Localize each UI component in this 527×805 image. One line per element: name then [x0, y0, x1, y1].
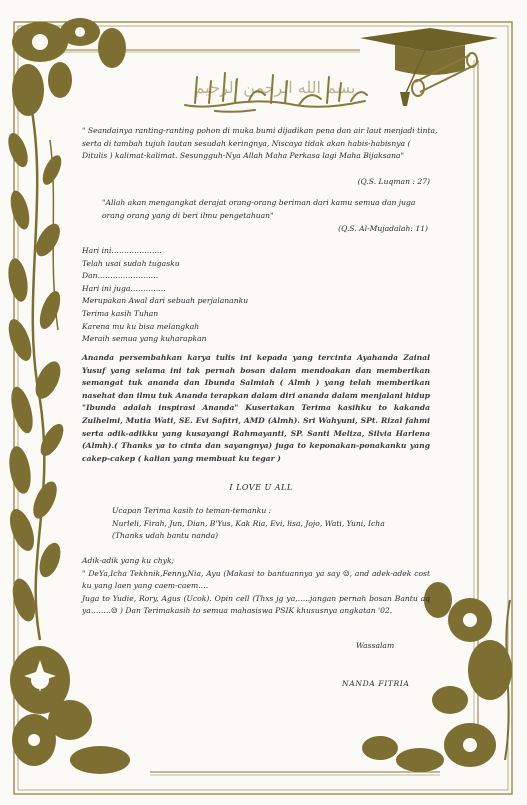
author-signature: NANDA FITRIA	[342, 679, 410, 688]
poem-line: Hari ini juga…………..	[82, 283, 166, 293]
poem-line: Telah usai sudah tugasku	[82, 258, 180, 268]
bismillah-calligraphy	[175, 65, 375, 115]
poem-block	[82, 245, 382, 346]
thanks-block	[112, 505, 430, 543]
thanks-heading: Ucapan Terima kasih to teman-temanku :	[112, 506, 272, 515]
quran-quote-mujadalah: "Allah akan mengangkat derajat orang-orang beriman dari kamu semua dan juga orang orang yang di beri ilmu pengetahuan"	[102, 198, 416, 220]
adik-text: " DeYa,Icha Tekhnik,Fenny,Nia, Ayu (Makasi to bantuannya ya say ☺, and adek-adek cost ku yang laen yang caem-caem….	[82, 568, 430, 591]
love-line: I LOVE U ALL	[229, 483, 293, 492]
svg-text:بسم الله الرحمن الرحيم: بسم الله الرحمن الرحيم	[194, 78, 356, 97]
quote-source-mujadalah: (Q.S. Al-Mujadalah: 11)	[338, 224, 428, 233]
thanks-note: (Thanks udah bantu nanda)	[112, 531, 219, 541]
poem-line: Merupakan Awal dari sebuah perjalananku	[82, 296, 249, 306]
bottom-left-flower-ornament	[10, 646, 130, 774]
quote-source-luqman: (Q.S. Luqman : 27)	[357, 177, 430, 186]
poem-line: Karena mu ku bisa melangkah	[82, 321, 200, 331]
graduation-cap-icon	[360, 28, 498, 106]
poem-line: Terima kasih Tuhan	[82, 308, 159, 318]
poem-line: Dan……………………	[82, 271, 159, 281]
poem-line: Hari ini………………..	[82, 246, 162, 255]
juga-text: Juga to Yudie, Rory, Agus (Ucok). Opin cell (Thxs jg ya,…..jangan pernah bosan Bantu aq ya……..☺ ) Dan Terimakasih to semua mahasiswa PSIK khususnya angkatan '02.	[82, 593, 430, 616]
dedication-paragraph: Ananda persembahkan karya tulis ini kepada yang tercinta Ayahanda Zainal Yusuf yang selama ini tak pernah bosan dalam mendoakan dan memberikan semangat tuk ananda dan Ibunda Salmiah ( Almh ) yang telah memberikan nasehat dan ilmu tuk Ananda terapkan dalam diri ananda dalam menjalani hidup "Ibunda adalah inspirasi Ananda" Kusertakan Terima kasihku to kakanda Zulhelmi, Mutia Wati, SE. Evi Safitri, AMD (Almh). Sri Wahyuni, SPt. Rizal fahmi serta adik-adikku yang kusayangi Rahmayanti, SP. Santi Meliza, Silvia Harlena (Almh).( Thanks ya to cinta dan sayangnya) juga to keponakan-ponakanku yang cakep-cakep ( kalian yang membuat ku tegar )	[82, 353, 430, 463]
poem-line: Meraih semua yang kuharapkan	[82, 334, 207, 344]
quran-quote-luqman: " Seandainya ranting-ranting pohon di muka bumi dijadikan pena dan air laut menjadi tinta, serta di tambah tujuh lautan sesudah keringnya, Niscaya tidak akan habis-habisnya ( Ditulis ) kalimat-kalimat. Sesungguh-Nya Allah Maha Perkasa lagi Maha Bijaksana"	[82, 126, 438, 161]
adik-heading: Adik-adik yang ku chyk;	[82, 556, 175, 565]
thanks-names: Nurleli, Firah, Jun, Dian, B'Yus, Kak Ria, Evi, lisa, Jojo, Wati, Yuni, Icha	[112, 518, 385, 528]
closing-wassalam: Wassalam	[356, 641, 395, 650]
adik-block	[82, 555, 430, 618]
